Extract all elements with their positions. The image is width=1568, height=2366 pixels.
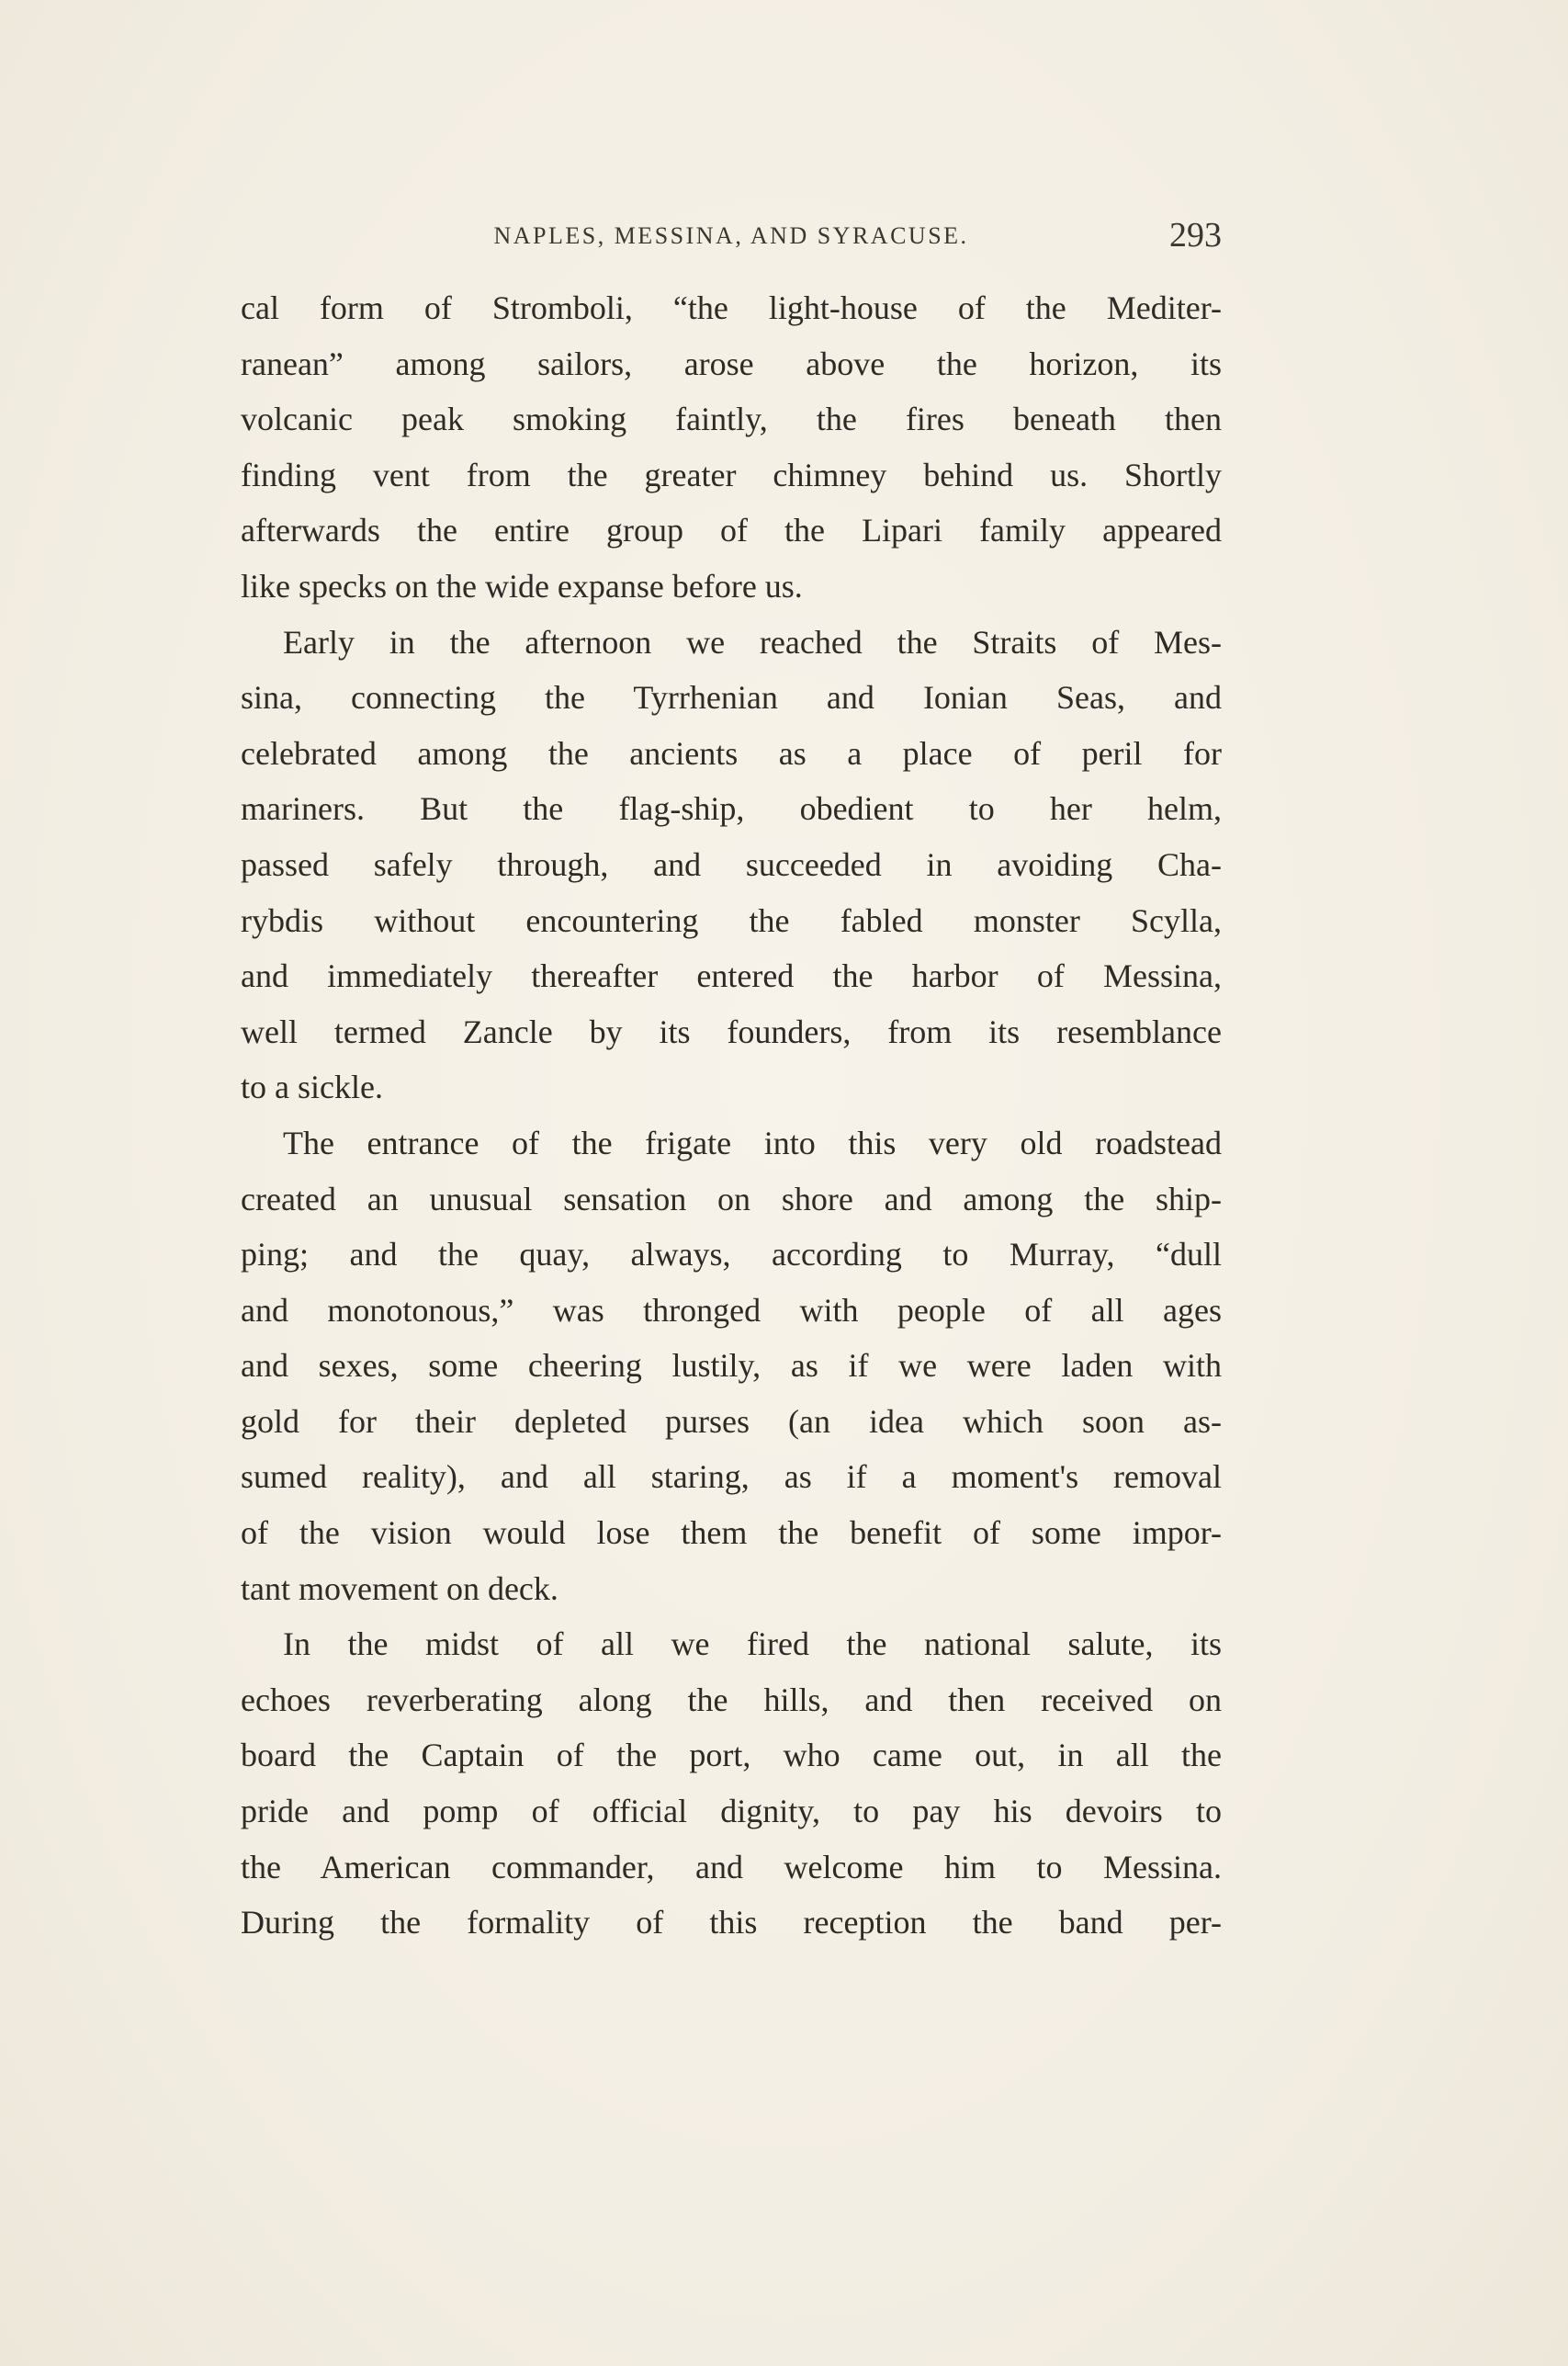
text-line: cal form of Stromboli, “the light-house of the Mediter- [241, 289, 1222, 326]
text-line: celebrated among the ancients as a place of peril for [241, 734, 1222, 772]
body-text [241, 280, 1222, 1951]
text-line: During the formality of this reception the band per- [241, 1904, 1222, 1941]
text-line: the American commander, and welcome him to Messina. [241, 1848, 1222, 1885]
text-line: created an unusual sensation on shore and among the ship- [241, 1180, 1222, 1217]
text-line: Early in the afternoon we reached the Straits of Mes- [283, 623, 1222, 661]
paragraph [241, 280, 1222, 615]
text-line: finding vent from the greater chimney behind us. Shortly [241, 456, 1222, 493]
text-line: In the midst of all we fired the national salute, its [283, 1625, 1222, 1663]
text-line: mariners. But the flag-ship, obedient to her helm, [241, 790, 1222, 828]
text-line: sina, connecting the Tyrrhenian and Ionian Seas, and [241, 679, 1222, 717]
text-line: like specks on the wide expanse before us. [241, 567, 803, 605]
text-line: rybdis without encountering the fabled monster Scylla, [241, 901, 1222, 939]
text-line: to a sickle. [241, 1069, 383, 1106]
text-line: sumed reality), and all staring, as if a moment's removal [241, 1458, 1222, 1496]
paragraph [241, 615, 1222, 1115]
text-line: well termed Zancle by its founders, from its resemblance [241, 1013, 1222, 1050]
running-head [241, 215, 1222, 255]
text-line: pride and pomp of official dignity, to pay his devoirs to [241, 1793, 1222, 1830]
text-line: and monotonous,” was thronged with people of all ages [241, 1291, 1222, 1329]
text-line: tant movement on deck. [241, 1569, 558, 1607]
text-line: volcanic peak smoking faintly, the fires beneath then [241, 401, 1222, 438]
text-line: gold for their depleted purses (an idea which soon as- [241, 1402, 1222, 1440]
text-line: ping; and the quay, always, according to Murray, “dull [241, 1236, 1222, 1274]
text-line: passed safely through, and succeeded in avoiding Cha- [241, 845, 1222, 883]
paragraph [241, 1115, 1222, 1616]
text-line: of the vision would lose them the benefit of some impor- [241, 1514, 1222, 1552]
text-line: afterwards the entire group of the Lipari family appeared [241, 512, 1222, 549]
page-number: 293 [1169, 216, 1222, 255]
paragraph [241, 1616, 1222, 1951]
text-line: echoes reverberating along the hills, and then received on [241, 1681, 1222, 1718]
text-line: ranean” among sailors, arose above the horizon, its [241, 345, 1222, 382]
text-line: board the Captain of the port, who came out, in all the [241, 1737, 1222, 1774]
text-line: and sexes, some cheering lustily, as if we were laden with [241, 1347, 1222, 1385]
text-line: The entrance of the frigate into this very old roadstead [283, 1124, 1222, 1161]
text-line: and immediately thereafter entered the harbor of Messina, [241, 957, 1222, 995]
running-head-title: NAPLES, MESSINA, AND SYRACUSE. [493, 222, 969, 249]
